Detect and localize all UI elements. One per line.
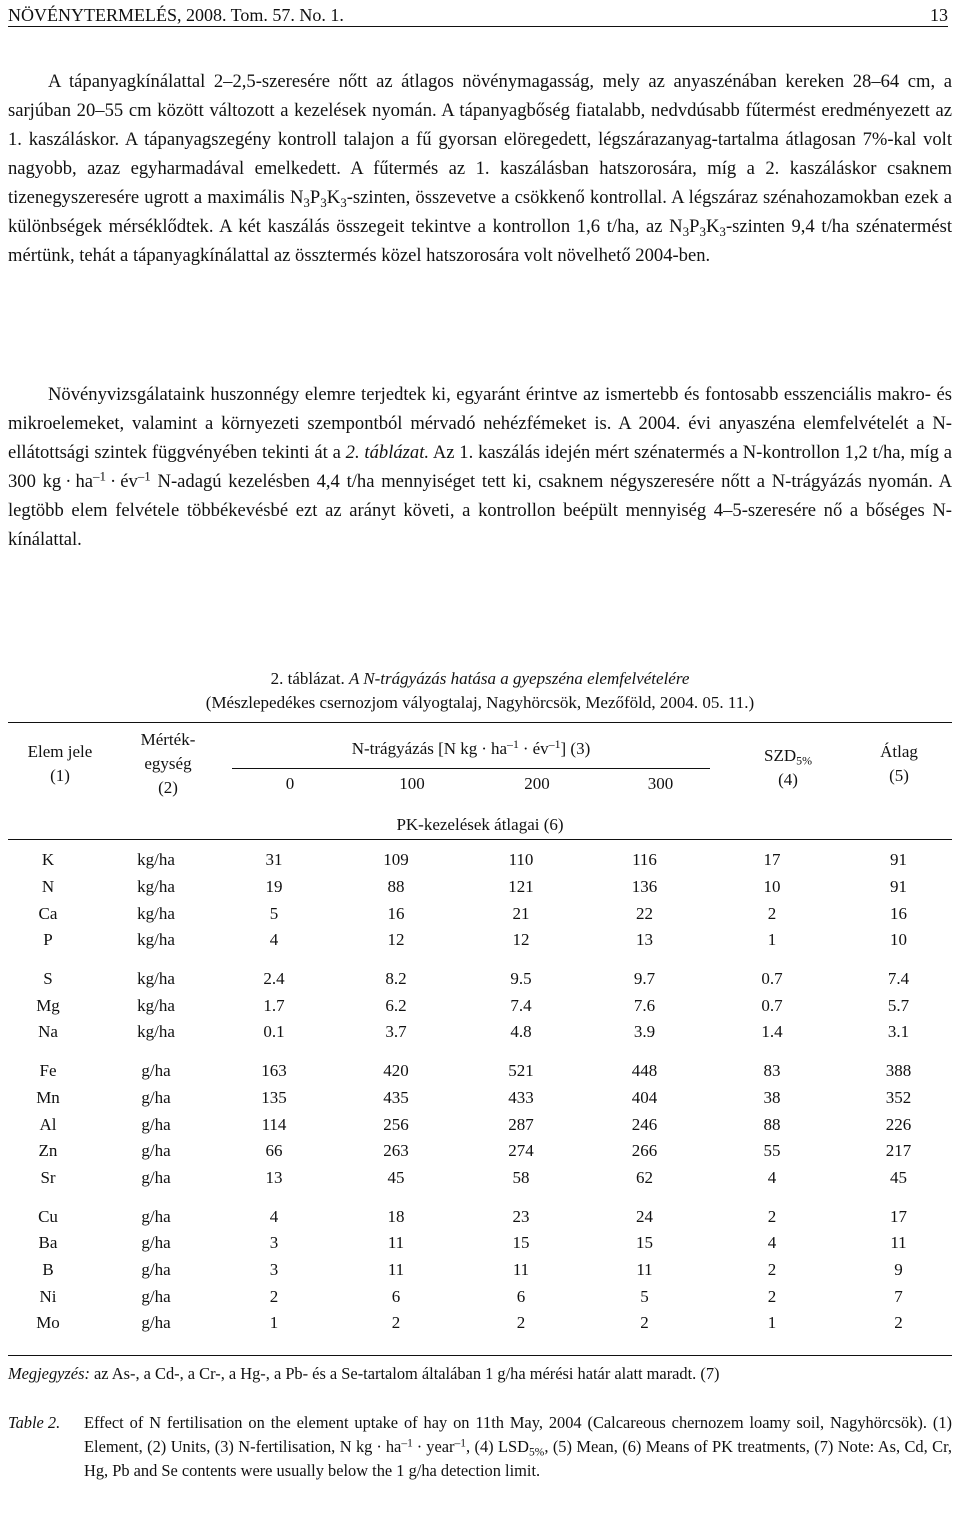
paragraph-text: N-adagú kezelésben 4,4 t/ha mennyiséget tett ki, csaknem négyszeresére nőtt a N-trágyázás nyomán. A legtöbb elem felvétele többékevésbé ezt az arányt követi, a kontrollon beépült mennyiség 4–5-szeresére nő a bőséges N-kínálattal. [8,471,952,550]
lsd-value: 83 [763,1061,781,1081]
value-n300: 404 [631,1087,658,1107]
table-row [0,1310,960,1337]
value-n300: 116 [632,850,657,870]
mean-value: 7.4 [887,969,910,989]
value-n200: 521 [508,1061,534,1081]
table-bottom-rule [8,1355,952,1356]
unit-column-header: Mérték- egység (2) [140,730,196,797]
paragraph-text: -szinten, összevetve a csökkenő kontrollal. A légszáraz szénahozamokban ezek a különbségek mérséklődtek. A két kaszálás összegeit tekintve a kontrollon 1,6 t/ha, az [8,187,952,237]
value-n300: 7.6 [633,995,656,1015]
npk-formula: $N_3P_3K_3$ [669,216,726,239]
value-n100: 6.2 [385,995,407,1015]
unit: kg/ha [137,877,175,897]
n-level-header: 200 [524,774,550,793]
english-caption-label: Table 2. [8,1413,61,1432]
element-symbol: Al [39,1114,57,1134]
value-n200: 433 [508,1087,534,1107]
value-n0: 13 [265,1167,283,1187]
value-n200: 58 [512,1167,530,1187]
mean-value: 10 [890,930,907,950]
table-row [0,1230,960,1257]
lsd-value: 88 [763,1114,781,1134]
lsd-value: 4 [767,1233,777,1253]
value-n0: 114 [261,1114,287,1134]
table-subtitle: (Mészlepedékes csernozjom vályogtalaj, Nagyhörcsök, Mezőföld, 2004. 05. 11.) [205,693,755,712]
lsd-value: 1.4 [761,1022,783,1042]
page-header [8,4,948,27]
unit: g/ha [141,1114,171,1134]
paragraph-text: Az 1. kaszálás idején mért szénatermés a N-kontrollon 1,2 t/ha, míg a 300 kg [8,442,953,492]
table-row [0,1058,960,1085]
value-n100: 88 [387,877,405,897]
value-n0: 2 [269,1286,279,1306]
unit: g/ha [141,1141,171,1161]
value-n100: 263 [383,1141,409,1161]
value-n300: 9.7 [633,969,656,989]
element-symbol: S [43,969,53,989]
paragraph-text: -szinten 9,4 t/ha szénatermést mértünk, tehát a tápanyagkínálattal az össztermés közel hatszorosára volt növelhető 2004-ben. [8,216,953,266]
mean-value: 7 [894,1286,903,1306]
value-n200: 287 [508,1114,534,1134]
page-number: 13 [930,5,948,25]
mean-value: 17 [890,1206,907,1226]
n-level-header: 300 [647,774,674,793]
unit: g/ha [141,1206,171,1226]
mean-value: 388 [885,1061,912,1081]
element-symbol: Na [38,1022,58,1042]
group-spacer [0,954,960,966]
element-symbol: P [43,930,53,950]
value-n0: 2.4 [263,969,285,989]
value-n200: 9.5 [510,969,532,989]
table-row [0,847,960,874]
value-n300: 3.9 [633,1022,656,1042]
value-n200: 4.8 [510,1022,532,1042]
value-n200: 121 [508,877,534,897]
value-n0: 4 [269,1206,279,1226]
value-n300: 11 [636,1259,653,1279]
body-paragraph-1 [8,67,952,270]
element-symbol: Sr [40,1167,56,1187]
table-row [0,900,960,927]
mean-value: 226 [885,1114,912,1134]
lsd-value: 0.7 [761,995,783,1015]
table-row [0,1085,960,1112]
value-n300: 62 [636,1167,653,1187]
table-row [0,927,960,954]
value-n300: 24 [636,1206,653,1226]
element-symbol: Cu [38,1206,58,1226]
element-symbol: Mo [36,1313,60,1333]
element-symbol: Ni [39,1286,57,1306]
lsd-value: 38 [763,1087,781,1107]
unit: g/ha [141,1259,171,1279]
table-row [0,1019,960,1046]
lsd-value: 4 [767,1167,777,1187]
value-n0: 5 [269,903,279,923]
element-column-header: Elem jele (1) [27,742,93,785]
value-n0: 1.7 [263,995,285,1015]
table-row [0,992,960,1019]
value-n200: 110 [508,850,534,870]
unit: g/ha [141,1286,171,1306]
value-n200: 7.4 [510,995,532,1015]
value-n100: 6 [391,1286,401,1306]
value-n200: 15 [512,1233,530,1253]
element-symbol: Ba [38,1233,58,1253]
mean-value: 352 [885,1087,912,1107]
value-n0: 66 [265,1141,283,1161]
value-n300: 15 [636,1233,653,1253]
value-n100: 16 [387,903,405,923]
value-n0: 0.1 [263,1022,285,1042]
value-n100: 12 [387,930,405,950]
mean-value: 217 [885,1141,912,1161]
mean-value: 45 [890,1167,907,1187]
group-spacer [0,1191,960,1203]
table-row [0,1165,960,1192]
value-n0: 3 [269,1233,279,1253]
table-row [0,1283,960,1310]
element-symbol: Ca [38,903,58,923]
unit: kg/ha [137,995,175,1015]
lsd-value: 1 [767,930,777,950]
value-n200: 23 [512,1206,530,1226]
unit: kg/ha [137,903,175,923]
value-n0: 135 [261,1087,287,1107]
unit: kg/ha [137,850,175,870]
lsd-value: 2 [767,1286,777,1306]
mean-column-header: Átlag (5) [880,742,918,785]
table-row [0,1257,960,1284]
mean-value: 3.1 [887,1022,910,1042]
mean-value: 91 [890,850,907,870]
mean-value: 91 [890,877,907,897]
element-symbol: Mg [36,995,60,1015]
mean-value: 16 [890,903,907,923]
mean-value: 9 [894,1259,903,1279]
lsd-value: 2 [767,1259,777,1279]
journal-title: NÖVÉNYTERMELÉS, 2008. Tom. 57. No. 1. [8,5,344,25]
unit: kg/ha [137,969,175,989]
table-top-rule [8,722,952,723]
pk-means-header: PK-kezelések átlagai (6) [396,815,564,834]
lsd-value: 17 [763,850,781,870]
english-caption: Table 2. Effect of N fertilisation on the element uptake of hay on 11th May, 2004 (Calcareous chernozem loamy soil, Nagyhörcsök). (1) Element, (2) Units, (3) N-fertilisation, N kg · $ha^{-1}$ · year$^{-1}$, (4) $LSD_{5\%}$, (5) Mean, (6) Means of PK treatments, (7) Note: As, Cd, Cr, Hg, Pb and Se contents were usually below the 1 g/ha detection limit. [8,1413,952,1480]
value-n300: 136 [631,877,658,897]
value-n100: 8.2 [385,969,407,989]
lsd-value: 0.7 [761,969,783,989]
lsd-value: 2 [767,1206,777,1226]
unit: g/ha [141,1061,171,1081]
n-fertilisation-header: N-trágyázás [N kg · $ha^{-1}$ · $év^{-1}$] (3) [351,737,591,758]
value-n100: 2 [391,1313,401,1333]
n-level-header: 100 [399,774,425,793]
value-n300: 2 [640,1313,649,1333]
header-bottom-rule [8,839,952,840]
header-subrule [232,768,710,769]
mean-value: 2 [894,1313,903,1333]
table-row [0,966,960,993]
group-spacer [0,1046,960,1058]
value-n100: 109 [383,850,409,870]
value-n0: 163 [261,1061,287,1081]
table-note: Megjegyzés: az As-, a Cd-, a Cr-, a Hg-, a Pb- és a Se-tartalom általában 1 g/ha mérési határ alatt maradt. (7) [8,1364,720,1383]
npk-formula: $N_3P_3K_3$ [289,187,347,210]
body-paragraph-2: Növényvizsgálataink huszonnégy elemre terjedtek ki, egyaránt érintve az ismertebb és fontosabb esszenciális makro- és mikroelemeket, valamint a környezeti szempontból mérvadó nehézfémeket is. A 2004. évi anyaszéna elemfelvételét a N-ellátottsági szintek függvényében tekinti át a 2. táblázat. Az 1. kaszálás idején mért szénatermés a N-kontrollon 1,2 t/ha, míg a 300 kg · $ha^{-1}$ · $év^{-1}$ N-adagú kezelésben 4,4 t/ha mennyiséget tett ki, csaknem négyszeresére nőtt a N-trágyázás nyomán. A legtöbb elem felvétele többékevésbé ezt az arányt követi, a kontrollon beépült mennyiség 4–5-szeresére nő a bőséges N-kínálattal. [8,384,953,550]
value-n200: 2 [516,1313,526,1333]
value-n200: 274 [508,1141,534,1161]
element-symbol: N [41,877,55,897]
value-n200: 6 [516,1286,526,1306]
table-reference: 2. táblázat. [345,442,430,463]
value-n300: 5 [640,1286,649,1306]
unit: g/ha [141,1233,171,1253]
paragraph-text: Növényvizsgálataink huszonnégy elemre terjedtek ki, egyaránt érintve az ismertebb és fontosabb esszenciális makro- és mikroelemeket, valamint a környezeti szempontból mérvadó nehézfémeket is. A 2004. évi anyaszéna elemfelvételét a N-ellátottsági szintek függvényében tekinti át a [8,384,952,463]
value-n100: 18 [387,1206,405,1226]
value-n100: 45 [387,1167,405,1187]
lsd-value: 2 [767,903,777,923]
value-n200: 21 [512,903,530,923]
value-n100: 11 [387,1259,405,1279]
value-n100: 420 [383,1061,409,1081]
value-n300: 22 [636,903,653,923]
value-n300: 266 [631,1141,658,1161]
element-uptake-table [0,847,960,1337]
value-n300: 246 [631,1114,658,1134]
table-row [0,1203,960,1230]
value-n300: 448 [631,1061,658,1081]
mean-value: 5.7 [887,995,910,1015]
value-n0: 19 [265,877,283,897]
lsd-column-header: $SZD_{5\%}$ (4) [764,746,812,789]
table-caption: 2. táblázat. A N-trágyázás hatása a gyepszéna elemfelvételére [270,669,690,688]
unit: g/ha [141,1313,171,1333]
lsd-value: 55 [763,1141,781,1161]
mean-value: 11 [890,1233,907,1253]
lsd-value: 10 [763,877,781,897]
value-n200: 11 [512,1259,530,1279]
unit: kg/ha [137,930,175,950]
value-n0: 31 [265,850,283,870]
value-n0: 4 [269,930,279,950]
value-n100: 11 [387,1233,405,1253]
value-n200: 12 [512,930,530,950]
table-row [0,874,960,901]
table-row [0,1138,960,1165]
unit: g/ha [141,1087,171,1107]
value-n100: 3.7 [385,1022,407,1042]
value-n0: 1 [269,1313,279,1333]
value-n100: 435 [383,1087,409,1107]
paragraph-text: A tápanyagkínálattal 2–2,5-szeresére nőtt az átlagos növénymagasság, mely az anyaszénában kereken 28–64 cm, a sarjúban 20–55 cm között változott a kezelések nyomán. A tápanyagbőség fiatalabb, nedvdúsabb fűtermést eredményezett az 1. kaszáláskor. A tápanyagszegény kontroll talajon a fű gyorsan elöregedett, légszárazanyag-tartalma átlagosan 7%-kal volt nagyobb, azaz egyharmadával emelkedett. A fűtermés az 1. kaszálásban hatszorosára, míg a 2. kaszáláskor csaknem tizenegyszeresére ugrott a maximális [8,71,952,208]
element-symbol: Zn [38,1141,58,1161]
element-symbol: K [41,850,55,870]
n-level-header: 0 [285,774,295,793]
table-row [0,1111,960,1138]
value-n300: 13 [636,930,653,950]
element-symbol: Fe [39,1061,57,1081]
value-n0: 3 [269,1259,279,1279]
value-n100: 256 [383,1114,409,1134]
element-symbol: B [42,1259,54,1279]
unit: g/ha [141,1167,171,1187]
element-symbol: Mn [36,1087,60,1107]
lsd-value: 1 [767,1313,777,1333]
unit: kg/ha [137,1022,175,1042]
